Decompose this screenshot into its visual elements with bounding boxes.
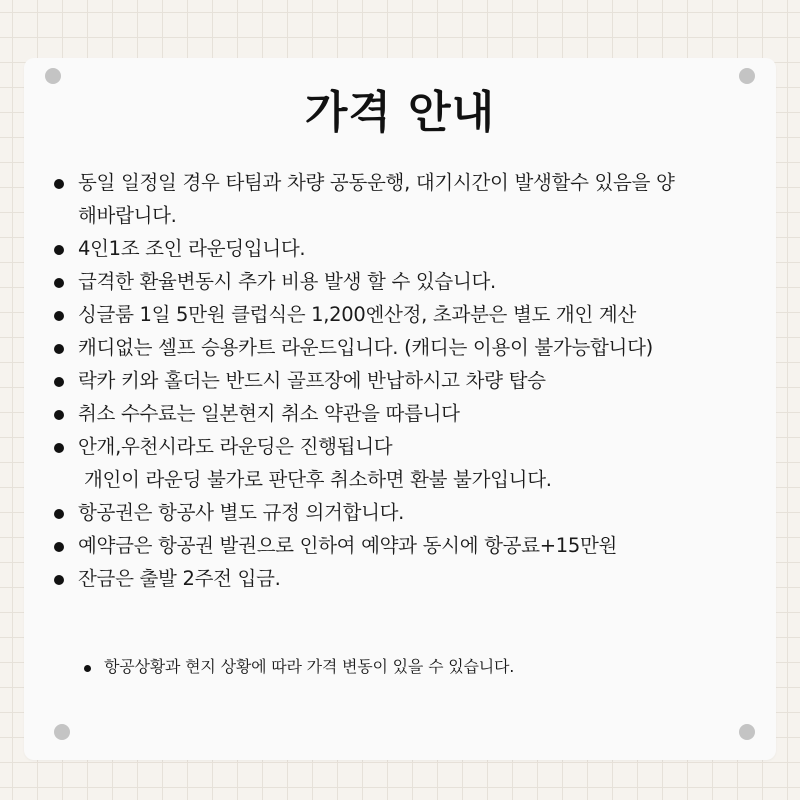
list-item <box>52 496 762 529</box>
list-item <box>52 166 762 232</box>
note-text: 항공상황과 현지 상황에 따라 가격 변동이 있을 수 있습니다. <box>104 657 515 676</box>
list-item-text: 싱글룸 1일 5만원 클럽식은 1,200엔산정, 초과분은 별도 개인 계산 <box>78 303 636 326</box>
list-item-text: 4인1조 조인 라운딩입니다. <box>78 237 306 260</box>
list-item-text: 급격한 환율변동시 추가 비용 발생 할 수 있습니다. <box>78 270 496 293</box>
pin-bottom-right <box>739 724 755 740</box>
list-item-text: 항공권은 항공사 별도 규정 의거합니다. <box>78 501 405 524</box>
bullet-icon <box>54 377 64 387</box>
bullet-icon <box>54 410 64 420</box>
price-info-card <box>24 58 776 760</box>
bullet-icon <box>54 344 64 354</box>
bullet-icon <box>54 179 64 189</box>
bullet-icon <box>54 443 64 453</box>
bullet-icon <box>54 542 64 552</box>
page-title: 가격 안내 <box>304 87 496 138</box>
list-item <box>52 364 762 397</box>
pin-bottom-left <box>54 724 70 740</box>
list-item <box>52 331 762 364</box>
note-list <box>84 655 514 679</box>
list-item-text: 잔금은 출발 2주전 입금. <box>78 567 281 590</box>
list-item <box>52 397 762 430</box>
bullet-icon <box>84 665 91 672</box>
list-item-text: 개인이 라운딩 불가로 판단후 취소하면 환불 불가입니다. <box>84 468 552 491</box>
bullet-icon <box>54 278 64 288</box>
list-item-text: 락카 키와 홀더는 반드시 골프장에 반납하시고 차량 탑승 <box>78 369 546 392</box>
list-item-text: 동일 일정일 경우 타팀과 차량 공동운행, 대기시간이 발생할수 있음을 양 <box>78 171 675 194</box>
list-item <box>52 298 762 331</box>
list-item-text: 해바랍니다. <box>78 204 177 227</box>
bullet-icon <box>54 575 64 585</box>
bullet-icon <box>54 311 64 321</box>
bullet-icon <box>54 245 64 255</box>
note-item <box>84 655 514 679</box>
list-item <box>52 265 762 298</box>
list-item <box>52 232 762 265</box>
list-item-text: 안개,우천시라도 라운딩은 진행됩니다 <box>78 435 393 458</box>
bullet-icon <box>54 509 64 519</box>
list-item <box>52 562 762 595</box>
list-item-text: 예약금은 항공권 발권으로 인하여 예약과 동시에 항공료+15만원 <box>78 534 618 557</box>
list-item <box>52 529 762 562</box>
info-list <box>52 166 762 595</box>
list-item-text: 취소 수수료는 일본현지 취소 약관을 따릅니다 <box>78 402 460 425</box>
list-item <box>52 430 762 496</box>
list-item-text: 캐디없는 셀프 승용카트 라운드입니다. (캐디는 이용이 불가능합니다) <box>78 336 653 359</box>
